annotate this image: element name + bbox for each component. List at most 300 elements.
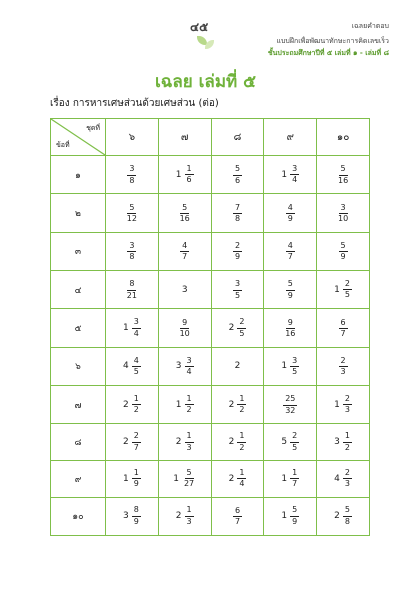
numerator: 5 [233,165,242,175]
answer-cell [264,460,317,497]
numerator: 3 [185,357,194,367]
row-header: ๙ [51,460,106,497]
fraction [283,319,297,339]
answer-cell [264,194,317,232]
fraction [290,506,299,526]
answer-value [125,204,139,224]
answer-value [286,204,295,224]
answer-cell [264,271,317,309]
page-title: เฉลย เล่มที่ ๕ [154,72,257,92]
fraction [290,469,299,489]
answer-cell [211,424,264,461]
numerator: 5 [339,165,348,175]
numerator: 1 [132,395,141,405]
whole-number: 1 [281,169,288,180]
fraction [185,357,194,377]
answer-cell [317,194,370,232]
denominator: 3 [186,442,192,452]
denominator: 8 [129,175,135,185]
table-row [51,271,370,309]
numerator: 2 [343,469,352,479]
answer-cell [106,156,159,194]
answer-value [123,469,141,489]
answer-value [123,357,141,377]
answer-cell [106,232,159,270]
answer-cell [158,424,211,461]
answer-cell [264,156,317,194]
row-header: ๑ [51,156,106,194]
whole-number: 2 [334,511,340,522]
column-header: ๖ [106,119,159,156]
numerator: 5 [185,469,194,479]
answer-cell [158,194,211,232]
fraction [237,432,246,452]
fraction [283,395,297,415]
answer-value [233,507,242,527]
header-grade: ชั้นประถมศึกษาปีที่ ๕ เล่มที่ ๑ - เล่มที่ ๘ [267,49,389,57]
answer-value [178,319,192,339]
answer-cell [317,156,370,194]
denominator: 7 [182,252,188,262]
whole-number: 1 [175,169,182,180]
denominator: 16 [338,175,349,185]
answer-value [281,432,299,452]
fraction [185,432,194,452]
table-row [51,156,370,194]
answer-value [286,280,295,300]
whole-number: 1 [334,399,340,410]
column-header: ๘ [211,119,264,156]
fraction [343,469,352,489]
denominator: 6 [186,175,192,185]
answer-value [281,165,299,185]
numerator: 1 [290,469,299,479]
denominator: 5 [344,290,350,300]
whole-number: 2 [175,511,182,522]
answer-cell [264,497,317,535]
answer-cell [317,386,370,424]
fraction [237,469,246,489]
answer-value [334,469,352,489]
answer-cell [158,309,211,347]
answer-cell [264,386,317,424]
fraction [343,280,352,300]
whole-number: 2 [228,437,235,448]
answer-cell [158,271,211,309]
fraction [286,204,295,224]
denominator: 8 [234,214,241,224]
column-header: ๑๐ [317,119,370,156]
denominator: 5 [292,366,298,376]
row-header: ๑๐ [51,497,106,535]
fraction [290,357,299,377]
column-header: ๗ [158,119,211,156]
numerator: 2 [132,432,141,442]
numerator: 8 [132,506,141,516]
answer-cell [317,232,370,270]
denominator: 10 [338,214,349,224]
answer-value [229,469,247,489]
leaf-decoration-icon [197,36,215,50]
corner-item-label: ข้อที่ [56,141,70,149]
numerator: 3 [290,165,299,175]
answer-table [50,118,370,536]
denominator: 5 [133,366,139,376]
denominator: 7 [234,517,241,527]
answer-value [229,395,247,415]
fraction [336,204,350,224]
answer-cell [211,309,264,347]
denominator: 9 [133,479,139,489]
whole-number: 3 [334,437,340,448]
fraction [286,242,295,262]
denominator: 32 [285,405,296,415]
answer-value [176,357,194,377]
row-header: ๘ [51,424,106,461]
numerator: 8 [127,280,136,290]
denominator: 9 [287,290,293,300]
whole-number: 3 [181,284,188,295]
numerator: 1 [185,506,194,516]
whole-number: 1 [175,399,182,410]
answer-value [123,395,141,415]
numerator: 1 [185,395,194,405]
fraction [132,432,141,452]
numerator: 1 [185,165,194,175]
numerator: 2 [343,395,352,405]
row-header: ๗ [51,386,106,424]
numerator: 1 [343,432,352,442]
answer-value [233,204,242,224]
denominator: 4 [239,479,245,489]
answer-value [233,165,242,185]
whole-number: 1 [173,473,179,484]
leaf-shape [205,40,214,49]
column-header: ๙ [264,119,317,156]
answer-cell [317,424,370,461]
table-row [51,386,370,424]
whole-number: 4 [122,361,129,372]
table-row [51,347,370,385]
numerator: 3 [339,204,348,214]
numerator: 3 [127,165,136,175]
whole-number: 2 [228,323,235,334]
numerator: 2 [237,318,246,328]
denominator: 2 [133,405,139,415]
answer-value [334,280,352,300]
whole-number: 5 [281,437,288,448]
answer-value [283,395,297,415]
numerator: 9 [286,319,295,329]
fraction [132,395,141,415]
whole-number: 2 [122,399,129,410]
answer-cell [158,232,211,270]
fraction [339,242,348,262]
answer-cell [211,386,264,424]
denominator: 9 [292,516,298,526]
numerator: 5 [127,204,136,214]
denominator: 7 [340,329,346,339]
numerator: 1 [237,432,246,442]
answer-cell [211,232,264,270]
table-row [51,194,370,232]
answer-cell [264,232,317,270]
numerator: 4 [180,242,189,252]
header-label: เฉลยคำตอบ [351,22,389,30]
fraction [185,506,194,526]
fraction [127,242,136,262]
denominator: 12 [126,214,137,224]
answer-cell [211,460,264,497]
row-header: ๕ [51,309,106,347]
fraction [178,319,192,339]
answer-value [233,242,242,262]
denominator: 8 [129,252,135,262]
numerator: 3 [132,318,141,328]
answer-value [334,432,352,452]
numerator: 4 [286,204,295,214]
answer-cell [106,347,159,385]
numerator: 3 [233,280,242,290]
fraction [233,507,242,527]
table-row [51,232,370,270]
answer-cell [158,156,211,194]
table-row [51,424,370,461]
answer-value [178,204,192,224]
denominator: 7 [133,442,139,452]
fraction [237,395,246,415]
answer-cell [106,424,159,461]
numerator: 25 [283,395,297,405]
answer-value [281,506,299,526]
denominator: 3 [344,405,350,415]
answer-value [127,242,136,262]
answer-value [336,204,350,224]
fraction [339,319,348,339]
numerator: 1 [237,469,246,479]
answer-value [281,357,299,377]
answer-cell [264,309,317,347]
fraction [125,280,139,300]
fraction [233,204,242,224]
whole-number: 2 [122,437,129,448]
answer-cell [106,309,159,347]
answer-cell [106,460,159,497]
answer-value [125,280,139,300]
answer-value [123,506,141,526]
fraction [185,395,194,415]
fraction [343,506,352,526]
fraction [132,506,141,526]
answer-cell [317,497,370,535]
answer-cell [158,347,211,385]
denominator: 2 [239,405,245,415]
numerator: 4 [132,357,141,367]
answer-cell [158,497,211,535]
fraction [178,204,192,224]
numerator: 6 [233,507,242,517]
answer-value [283,319,297,339]
answer-value [123,432,141,452]
fraction [339,357,348,377]
numerator: 5 [343,506,352,516]
numerator: 2 [343,280,352,290]
denominator: 2 [186,405,192,415]
answer-cell [264,347,317,385]
numerator: 6 [339,319,348,329]
header-series: แบบฝึกเพื่อพัฒนาทักษะการคิดเลขเร็ว [276,37,389,45]
denominator: 2 [239,442,245,452]
page-number: ๔๕ [190,20,209,34]
answer-cell [264,424,317,461]
fraction [343,432,352,452]
fraction [343,395,352,415]
numerator: 3 [290,357,299,367]
answer-value [127,165,136,185]
whole-number: 4 [334,473,340,484]
denominator: 5 [239,328,245,338]
numerator: 3 [127,242,136,252]
denominator: 16 [179,214,190,224]
answer-cell [317,347,370,385]
answer-cell [106,271,159,309]
denominator: 4 [133,328,139,338]
answer-value [286,242,295,262]
whole-number: 1 [122,473,129,484]
answer-value [339,319,348,339]
answer-value [182,285,188,295]
whole-number: 1 [281,361,288,372]
numerator: 2 [290,432,299,442]
answer-cell [317,309,370,347]
denominator: 5 [234,290,241,300]
denominator: 3 [186,516,192,526]
denominator: 8 [344,516,350,526]
answer-cell [211,271,264,309]
fraction [180,242,189,262]
table-header-row [51,119,370,156]
whole-number: 1 [334,284,340,295]
whole-number: 2 [234,361,241,372]
numerator: 5 [339,242,348,252]
fraction [336,165,350,185]
fraction [290,432,299,452]
whole-number: 3 [122,511,129,522]
answer-cell [317,271,370,309]
denominator: 16 [285,329,296,339]
row-header: ๔ [51,271,106,309]
denominator: 3 [344,479,350,489]
fraction [132,318,141,338]
answer-value [176,432,194,452]
denominator: 9 [287,214,293,224]
numerator: 2 [339,357,348,367]
answer-value [334,395,352,415]
denominator: 6 [234,175,241,185]
denominator: 5 [292,442,298,452]
fraction [132,357,141,377]
answer-value [176,506,194,526]
fraction [237,318,246,338]
answer-cell [211,497,264,535]
denominator: 2 [344,442,350,452]
answer-value [180,242,189,262]
fraction [185,165,194,185]
numerator: 5 [290,506,299,516]
numerator: 2 [233,242,242,252]
answer-value [339,242,348,262]
answer-value [235,361,241,371]
fraction [233,280,242,300]
denominator: 4 [186,366,192,376]
corner-set-label: ชุดที่ [86,124,100,132]
fraction [233,165,242,185]
numerator: 9 [180,319,189,329]
denominator: 27 [183,479,195,489]
answer-cell [211,156,264,194]
answer-value [339,357,348,377]
answer-cell [211,194,264,232]
fraction [286,280,295,300]
denominator: 10 [179,329,190,339]
fraction [182,469,196,489]
subject-heading: เรื่อง การหารเศษส่วนด้วยเศษส่วน (ต่อ) [50,98,219,109]
numerator: 1 [132,469,141,479]
denominator: 7 [287,252,293,262]
row-header: ๖ [51,347,106,385]
answer-cell [158,460,211,497]
whole-number: 2 [175,437,182,448]
denominator: 9 [234,252,241,262]
whole-number: 3 [175,361,182,372]
fraction [132,469,141,489]
answer-cell [211,347,264,385]
answer-value [281,469,299,489]
answer-cell [106,386,159,424]
denominator: 3 [340,367,346,377]
denominator: 21 [126,290,137,300]
whole-number: 2 [228,473,235,484]
answer-value [229,318,247,338]
row-header: ๒ [51,194,106,232]
fraction [290,165,299,185]
whole-number: 1 [122,323,129,334]
denominator: 7 [292,479,298,489]
answer-value [176,165,194,185]
numerator: 5 [286,280,295,290]
whole-number: 1 [281,511,288,522]
fraction [127,165,136,185]
table-row [51,309,370,347]
answer-cell [317,460,370,497]
table-corner-cell [51,119,106,156]
answer-value [176,395,194,415]
answer-value [334,506,352,526]
numerator: 5 [180,204,189,214]
answer-cell [106,497,159,535]
numerator: 7 [233,204,242,214]
answer-value [336,165,350,185]
numerator: 1 [185,432,194,442]
answer-value [173,469,196,489]
numerator: 4 [286,242,295,252]
fraction [233,242,242,262]
answer-value [229,432,247,452]
table-row [51,460,370,497]
row-header: ๓ [51,232,106,270]
answer-cell [158,386,211,424]
table-row [51,497,370,535]
